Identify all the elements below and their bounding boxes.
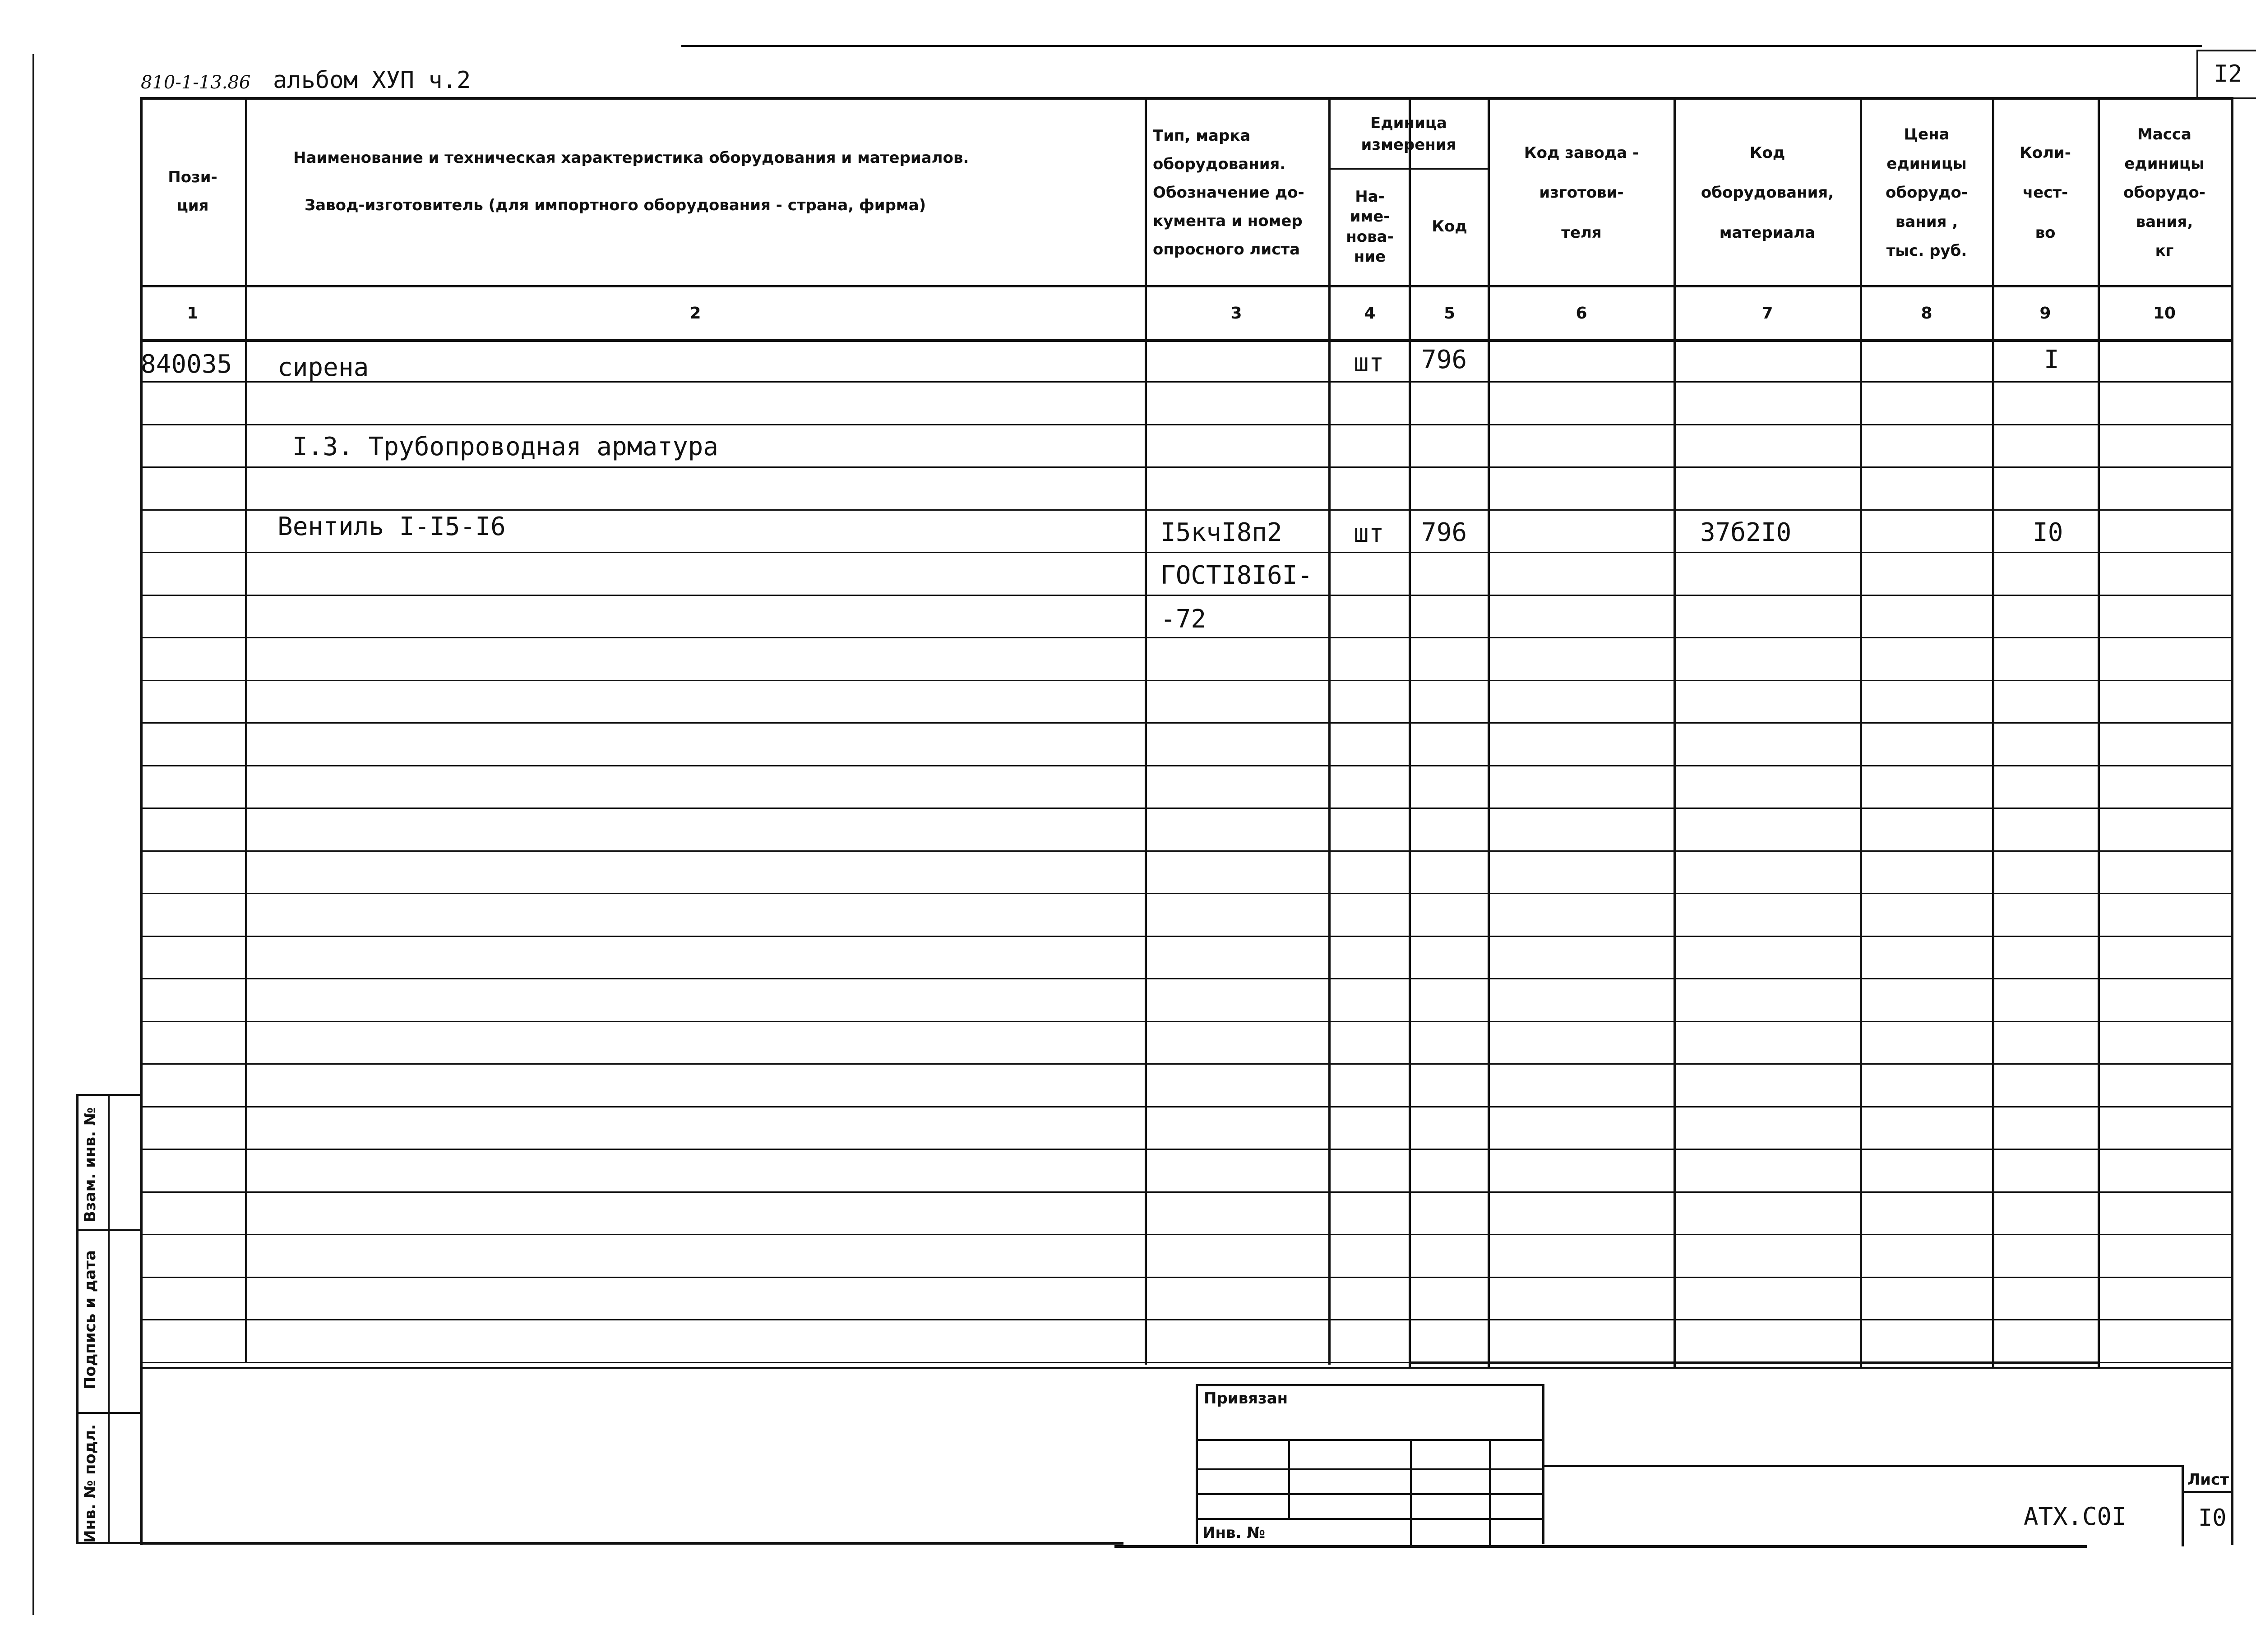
row2-qty: I0	[2033, 518, 2063, 547]
row-rule	[140, 637, 2233, 638]
header-mass: Масса единицы оборудо- вания, кг	[2123, 125, 2205, 260]
colnum-bottom-rule	[140, 339, 2233, 342]
col-num-5: 5	[1443, 304, 1456, 323]
row1-name: сирена	[277, 353, 369, 382]
column-rule	[1860, 97, 1862, 1367]
row2-unit-code: 796	[1421, 518, 1467, 547]
stamp-list-num: I0	[2198, 1504, 2227, 1532]
row2-type-line3: -72	[1160, 605, 1207, 634]
side-stamp-border	[76, 1094, 79, 1543]
stamp-rule	[1196, 1439, 1543, 1441]
row1-unit-code: 796	[1421, 345, 1467, 374]
stamp-rule	[1288, 1439, 1290, 1518]
row-rule	[140, 978, 2233, 979]
doc-code: 810-1-13.86	[141, 72, 251, 93]
side-label-vzam: Взам. инв. №	[81, 1107, 99, 1223]
col-num-8: 8	[1921, 304, 1932, 323]
row-rule	[140, 1063, 2233, 1065]
col-num-1: 1	[187, 304, 199, 323]
row-rule	[140, 850, 2233, 852]
col-num-3: 3	[1230, 304, 1242, 323]
column-rule	[1145, 97, 1147, 1365]
row-rule	[140, 1021, 2233, 1022]
row-rule	[140, 595, 2233, 596]
row-rule	[140, 1149, 2233, 1150]
row-rule	[140, 424, 2233, 425]
header-unit: Единица измерения	[1361, 114, 1456, 154]
row2-type-line1: I5кчI8п2	[1160, 518, 1282, 547]
stamp-rule	[1196, 1518, 1543, 1520]
row2-unit: шт	[1354, 519, 1384, 548]
side-label-inv: Инв. № подл.	[81, 1424, 99, 1543]
page-number-box	[2196, 50, 2256, 99]
stamp-rule	[2182, 1491, 2233, 1493]
row-rule	[140, 1277, 2233, 1278]
header-price: Цена единицы оборудо- вания , тыс. руб.	[1886, 125, 1968, 260]
header-pos: Пози- ция	[168, 168, 217, 215]
header-name-line2: Завод-изготовитель (для импортного оборудования - страна, фирма)	[305, 196, 926, 214]
row-rule	[140, 381, 2233, 383]
side-stamp-divider	[108, 1094, 110, 1543]
header-bottom-rule	[140, 285, 2233, 287]
header-factory: Код завода - изготови- теля	[1524, 143, 1639, 242]
row1-unit: шт	[1354, 348, 1384, 378]
header-unit-name: На- име- нова- ние	[1346, 188, 1394, 266]
stamp-inv-no: Инв. №	[1202, 1524, 1266, 1542]
table-bottom-border	[140, 1542, 1123, 1545]
row-rule	[140, 509, 2233, 511]
row1-qty: I	[2044, 345, 2059, 374]
col-num-9: 9	[2039, 304, 2051, 323]
stamp-rule	[1196, 1384, 1198, 1544]
stamp-privyazan: Привязан	[1204, 1389, 1288, 1407]
table-right-border	[2231, 97, 2233, 1545]
page-number: I2	[2214, 60, 2242, 88]
row-rule	[140, 765, 2233, 766]
col-num-7: 7	[1761, 304, 1773, 323]
column-rule	[1409, 97, 1411, 1367]
row-rule	[140, 552, 2233, 553]
stamp-rule	[1489, 1439, 1491, 1545]
stamp-rule	[1543, 1465, 2184, 1467]
col-num-2: 2	[689, 304, 701, 323]
row-rule	[140, 1191, 2233, 1193]
row-rule	[140, 893, 2233, 894]
stamp-list-label: Лист	[2187, 1471, 2229, 1489]
column-rule	[1992, 97, 1994, 1367]
row2-type-line2: ГОСТI8I6I-	[1160, 561, 1313, 590]
column-rule	[1328, 97, 1331, 1365]
column-rule	[1674, 97, 1676, 1367]
table-bottom-border	[1114, 1545, 2087, 1548]
margin-line	[32, 54, 34, 1615]
table-top-border	[140, 97, 2233, 100]
row-rule	[140, 722, 2233, 724]
row-rule	[140, 1234, 2233, 1235]
header-name-line1: Наименование и техническая характеристика оборудования и материалов.	[293, 149, 969, 167]
column-rule	[2098, 97, 2100, 1367]
row2-name: Вентиль I-I5-I6	[277, 512, 506, 541]
column-rule	[245, 97, 247, 1362]
row-rule	[140, 466, 2233, 468]
column-rule	[1488, 97, 1490, 1367]
col-num-10: 10	[2153, 304, 2176, 323]
top-rule	[681, 45, 2202, 47]
row-rule	[140, 1319, 2233, 1320]
row-rule	[140, 680, 2233, 681]
row1-position: 840035	[141, 350, 232, 379]
side-label-podpis: Подпись и дата	[81, 1250, 99, 1389]
row-rule	[140, 1362, 2233, 1363]
album-title: альбом ХУП ч.2	[273, 67, 471, 94]
row-rule	[140, 808, 2233, 809]
header-unit-code: Код	[1432, 217, 1467, 236]
stamp-doc-id: АТХ.С0I	[2024, 1502, 2127, 1531]
row-rule	[140, 936, 2233, 937]
stamp-rule	[2182, 1465, 2184, 1546]
stamp-rule	[1542, 1384, 1544, 1544]
stamp-rule	[1196, 1468, 1543, 1470]
header-equip-code: Код оборудования, материала	[1701, 143, 1834, 242]
stamp-rule	[1410, 1439, 1412, 1545]
stamp-rule	[1196, 1493, 1543, 1495]
row2-equip-code: 37б2I0	[1700, 518, 1792, 547]
header-type: Тип, марка оборудования. Обозначение до- кумента и номер опросного листа	[1153, 127, 1304, 258]
row-rule	[140, 1106, 2233, 1107]
section-title: I.3. Трубопроводная арматура	[292, 432, 719, 461]
col-num-4: 4	[1364, 304, 1376, 323]
rows-end-rule	[140, 1367, 2233, 1369]
header-qty: Коли- чест- во	[2020, 143, 2071, 242]
col-num-6: 6	[1576, 304, 1587, 323]
stamp-rule	[1196, 1384, 1543, 1386]
